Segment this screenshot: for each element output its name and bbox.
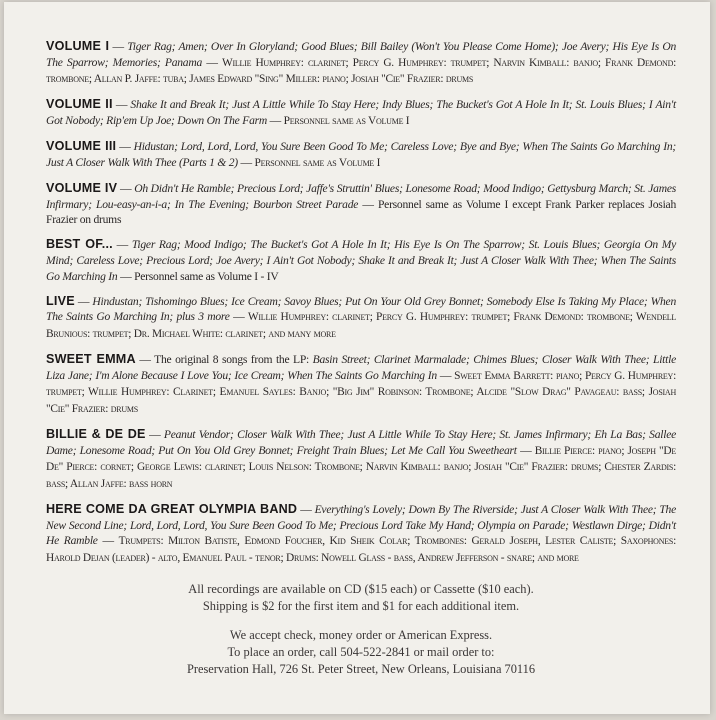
order-phone-line: To place an order, call 504-522-2841 or mail order to: <box>227 645 495 659</box>
personnel: Sweet Emma Barrett: piano; Percy G. Humphrey: trumpet; Willie Humphrey: Clarinet; Emanuel Sayles: Banjo; "Big Jim" Robinson: Trombone; Alcide "Slow Drag" Pavageau: bass; Josiah "Cie" Frazier: drums <box>46 369 676 415</box>
album-lead: The original 8 songs from the LP: <box>154 353 310 367</box>
album-title: HERE COME DA GREAT OLYMPIA BAND <box>46 502 298 516</box>
album-entry-volume-4: VOLUME IV — Oh Didn't He Ramble; Precious Lord; Jaffe's Struttin' Blues; Lonesome Road; Mood Indigo; Gettysburg March; St. James Infirmary; Lou-easy-an-i-a; In The Evening; Bourbon Street Parade — Personnel same as Volume I except Frank Parker replaces Josiah Frazier on drums <box>46 180 677 227</box>
album-title: VOLUME II <box>46 97 113 112</box>
track-list: Tiger Rag; Mood Indigo; The Bucket's Got A Hole In It; His Eye Is On The Sparrow; St. Louis Blues; Georgia On My Mind; Careless Love; Precious Lord; Joe Avery; I Ain't Got Nobody; Shake It and Break It; Just A Closer Walk With Thee; When The Saints Go Marching In <box>46 238 677 283</box>
personnel: Trumpets: Milton Batiste, Edmond Foucher, Kid Sheik Colar; Trombones: Gerald Joseph, Lester Caliste; Saxophones: Harold Dejan (leader) - alto, Emanuel Paul - tenor; Drums: Nowell Glass - bass, Andrew Jefferson - snare; and more <box>46 535 676 564</box>
album-entry-billie-de-de: BILLIE & DE DE — Peanut Vendor; Closer Walk With Thee; Just A Little While To Stay Here; St. James Infirmary; Eh La Bas; Sallee Dame; Lonesome Road; Put On You Old Grey Bonnet; Freight Train Blues; Let Me Call You Sweetheart — Billie Pierce: piano; Joseph "De De" Pierce: cornet; George Lewis: clarinet; Louis Nelson: Trombone; Narvin Kimball: banjo; Josiah "Cie" Frazier: drums; Chester Zardis: bass; Allan Jaffe: bass horn <box>46 427 677 490</box>
album-entry-volume-1: VOLUME I — Tiger Rag; Amen; Over In Gloryland; Good Blues; Bill Bailey (Won't You Please Come Home); Joe Avery; His Eye Is On The Sparrow; Memories; Panama — Willie Humphrey: clarinet; Percy G. Humphrey: trumpet; Narvin Kimball: banjo; Frank Demond: trombone; Allan P. Jaffe: tuba; James Edward "Sing" Miller: piano; Josiah "Cie" Frazier: drums <box>46 39 677 86</box>
album-title: VOLUME IV <box>46 180 118 195</box>
album-title: BILLIE & DE DE <box>46 427 146 442</box>
track-list: Peanut Vendor; Closer Walk With Thee; Just A Little While To Stay Here; St. James Infirmary; Eh La Bas; Sallee Dame; Lonesome Road; Put On You Old Grey Bonnet; Freight Train Blues; Let Me Call You Sweetheart <box>46 428 677 457</box>
album-title: BEST OF... <box>46 237 113 252</box>
album-title: LIVE <box>46 293 75 308</box>
track-list: Tiger Rag; Amen; Over In Gloryland; Good Blues; Bill Bailey (Won't You Please Come Home); Joe Avery; His Eye Is On The Sparrow; Memories; Panama <box>46 40 677 69</box>
mailing-address: Preservation Hall, 726 St. Peter Street, New Orleans, Louisiana 70116 <box>186 662 536 676</box>
catalog-page <box>4 2 710 714</box>
album-entry-sweet-emma: SWEET EMMA — The original 8 songs from the LP: Basin Street; Clarinet Marmalade; Chimes Blues; Closer Walk With Thee; Little Liza Jane; I'm Alone Because I Love You; Ice Cream; When The Saints Go Marching In — Sweet Emma Barrett: piano; Percy G. Humphrey: trumpet; Willie Humphrey: Clarinet; Emanuel Sayles: Banjo; "Big Jim" Robinson: Trombone; Alcide "Slow Drag" Pavageau: bass; Josiah "Cie" Frazier: drums <box>46 352 676 415</box>
personnel: Personnel same as Volume I except Frank Parker replaces Josiah Frazier on drums <box>46 197 676 227</box>
ordering-info <box>46 581 676 690</box>
album-title: SWEET EMMA <box>46 352 136 367</box>
personnel: Personnel same as Volume I <box>254 156 381 169</box>
personnel: Billie Pierce: piano; Joseph "De De" Pierce: cornet; George Lewis: clarinet; Louis Nelson: Trombone; Narvin Kimball: banjo; Josiah "Cie" Frazier: drums; Chester Zardis: bass; Allan Jaffe: bass horn <box>46 444 676 490</box>
track-list: Hindustan; Tishomingo Blues; Ice Cream; Savoy Blues; Put On Your Old Grey Bonnet; Somebody Else Is Taking My Place; When The Saints Go Marching In; plus 3 more <box>46 294 676 324</box>
personnel: Personnel same as Volume I <box>283 114 410 127</box>
album-entry-volume-3: VOLUME III — Hidustan; Lord, Lord, Lord, You Sure Been Good To Me; Careless Love; Bye and Bye; When The Saints Go Marching In; Just A Closer Walk With Thee (Parts 1 & 2) — Personnel same as Volume I <box>46 139 676 169</box>
personnel: Willie Humphrey: clarinet; Percy G. Humphrey: trumpet; Frank Demond: trombone; Wendell Brunious: trumpet; Dr. Michael White: clarinet; and many more <box>46 311 677 340</box>
track-list: Basin Street; Clarinet Marmalade; Chimes Blues; Closer Walk With Thee; Little Liza Jane; I'm Alone Because I Love You; Ice Cream; When The Saints Go Marching In <box>46 353 676 382</box>
pricing-block <box>46 581 676 615</box>
track-list: Shake It and Break It; Just A Little While To Stay Here; Indy Blues; The Bucket's Got A Hole In It; St. Louis Blues; I Ain't Got Nobody; Rip'em Up Joe; Down On The Farm <box>46 98 677 127</box>
album-entry-olympia-band: HERE COME DA GREAT OLYMPIA BAND — Everything's Lovely; Down By The Riverside; Just A Closer Walk With Thee; The New Second Line; Lord, Lord, Lord, You Sure Been Good To Me; Precious Lord Take My Hand; Olympia on Parade; Westlawn Dirge; Didn't He Ramble — Trumpets: Milton Batiste, Edmond Foucher, Kid Sheik Colar; Trombones: Gerald Joseph, Lester Caliste; Saxophones: Harold Dejan (leader) - alto, Emanuel Paul - tenor; Drums: Nowell Glass - bass, Andrew Jefferson - snare; and more <box>46 502 676 564</box>
personnel: Personnel same as Volume I - IV <box>134 269 279 283</box>
album-entry-best-of: BEST OF... — Tiger Rag; Mood Indigo; The Bucket's Got A Hole In It; His Eye Is On The Sparrow; St. Louis Blues; Georgia On My Mind; Careless Love; Precious Lord; Joe Avery; I Ain't Got Nobody; Shake It and Break It; Just A Closer Walk With Thee; When The Saints Go Marching In — Personnel same as Volume I - IV <box>46 237 677 283</box>
album-entry-live: LIVE — Hindustan; Tishomingo Blues; Ice Cream; Savoy Blues; Put On Your Old Grey Bonnet; Somebody Else Is Taking My Place; When The Saints Go Marching In; plus 3 more — Willie Humphrey: clarinet; Percy G. Humphrey: trumpet; Frank Demond: trombone; Wendell Brunious: trumpet; Dr. Michael White: clarinet; and many more <box>46 293 677 340</box>
shipping-line: Shipping is $2 for the first item and $1 for each additional item. <box>202 599 520 613</box>
album-list <box>46 39 676 576</box>
pricing-line: All recordings are available on CD ($15 each) or Cassette ($10 each). <box>188 582 534 596</box>
album-entry-volume-2: VOLUME II — Shake It and Break It; Just A Little While To Stay Here; Indy Blues; The Bucket's Got A Hole In It; St. Louis Blues; I Ain't Got Nobody; Rip'em Up Joe; Down On The Farm — Personnel same as Volume I <box>46 97 677 127</box>
track-list: Everything's Lovely; Down By The Riverside; Just A Closer Walk With Thee; The New Second Line; Lord, Lord, Lord, You Sure Been Good To Me; Precious Lord Take My Hand; Olympia on Parade; Westlawn Dirge; Didn't He Ramble <box>46 503 676 548</box>
order-block <box>46 627 676 678</box>
album-title: VOLUME III <box>46 139 117 154</box>
payment-line: We accept check, money order or American Express. <box>229 628 493 642</box>
album-title: VOLUME I <box>46 39 110 53</box>
track-list: Hidustan; Lord, Lord, Lord, You Sure Been Good To Me; Careless Love; Bye and Bye; When The Saints Go Marching In; Just A Closer Walk With Thee (Parts 1 & 2) <box>46 140 676 169</box>
personnel: Willie Humphrey: clarinet; Percy G. Humphrey: trumpet; Narvin Kimball: banjo; Frank Demond: trombone; Allan P. Jaffe: tuba; James Edward "Sing" Miller: piano; Josiah "Cie" Frazier: drums <box>46 56 677 86</box>
track-list: Oh Didn't He Ramble; Precious Lord; Jaffe's Struttin' Blues; Lonesome Road; Mood Indigo; Gettysburg March; St. James Infirmary; Lou-easy-an-i-a; In The Evening; Bourbon Street Parade <box>46 181 677 211</box>
